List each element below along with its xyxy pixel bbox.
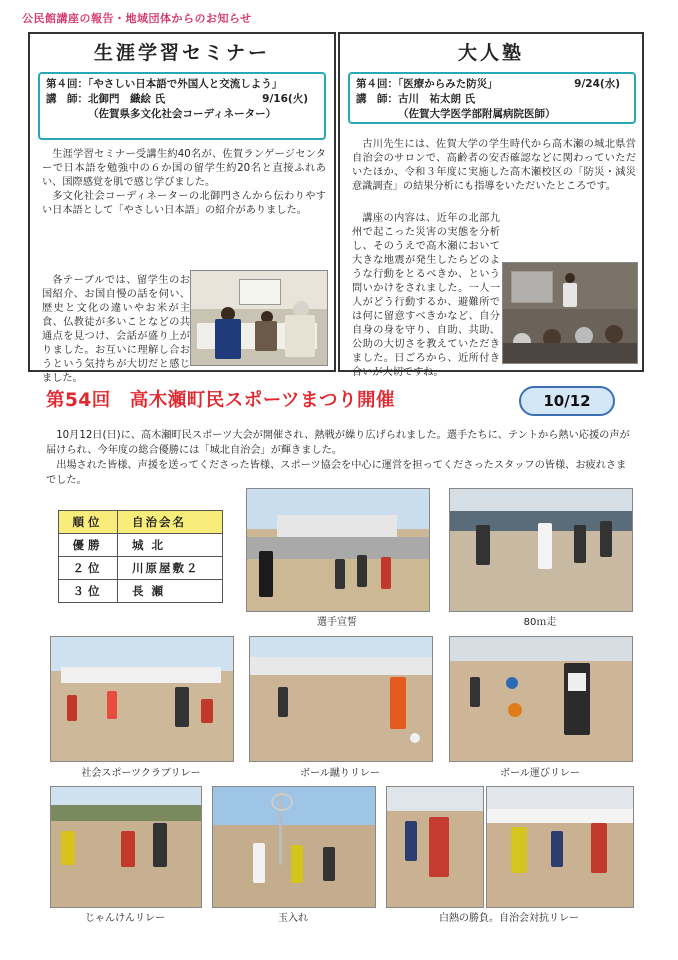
session-title: 第４回：「医療からみた防災」 — [356, 78, 498, 90]
photo-caption: 選手宣誓 — [317, 617, 357, 628]
seminar-info-box — [38, 72, 326, 140]
table-row — [59, 534, 223, 557]
paragraph: 10月12日(日)に、高木瀬町民スポーツ大会が開催され、熱戦が繰り広げられました。選手たちに、テントから熱い応援の声が届けられ、今年度の総合優勝には「城北自治会」が輝きました。 — [46, 430, 630, 456]
lecturer-name: 北御門 織絵 氏 — [88, 93, 166, 105]
sports-text — [46, 428, 636, 488]
session-date: 9/16(火) — [262, 93, 308, 105]
janken-relay-photo — [50, 786, 202, 908]
paragraph: 各テーブルでは、留学生のお国紹介、お国自慢の話を伺い、歴史と文化の違いやお米が主食、仏教徒が多いことなどの共通点を見つけ、会話が盛り上がりました。お互いに理解し合おうという気持ちが大切だと感じました。 — [42, 275, 190, 384]
photo-caption: 社会スポーツクラブリレー — [81, 768, 201, 779]
lecturer-affiliation: （佐賀大学医学部附属病院医師） — [398, 108, 556, 120]
panel-title: 大人塾 — [457, 42, 524, 64]
adult-school-panel — [338, 32, 644, 378]
sports-festival-title: 第54回 高木瀬町民スポーツまつり開催 — [46, 390, 396, 411]
sprint-photo — [449, 488, 633, 612]
photo-caption: ボール蹴りリレー — [300, 768, 380, 779]
header-team: 自治会名 — [118, 511, 223, 534]
team-cell: 長 瀬 — [118, 580, 223, 603]
school-info-box — [348, 72, 636, 124]
paragraph: 古川先生には、佐賀大学の学生時代から高木瀬の城北県営自治会のサロンで、高齢者の安否確認などに関わっていただいたほか、令和３年度に実施した高木瀬校区の「防災・減災意識調査」の結果分析にも指導をいただいたところです。 — [352, 139, 636, 192]
rank-cell: 優勝 — [59, 534, 118, 557]
page-header: 公民館講座の報告・地域団体からのお知らせ — [22, 12, 252, 25]
oath-photo — [246, 488, 430, 612]
panel-title: 生涯学習セミナー — [93, 42, 270, 64]
photo-caption: 白熱の勝負。自治会対抗リレー — [439, 913, 579, 924]
team-cell: 川原屋敷２ — [118, 557, 223, 580]
relay-race-photo-a — [386, 786, 484, 908]
paragraph: 生涯学習セミナー受講生約40名が、佐賀ランゲージセンターで日本語を勉強中の６か国の留学生約20名と直接ふれあい、国際感覚を肌で感じ学びました。 — [42, 149, 326, 188]
lifelong-learning-panel — [28, 32, 336, 384]
rank-cell: ２位 — [59, 557, 118, 580]
lecture-photo — [502, 262, 638, 364]
rank-cell: ３位 — [59, 580, 118, 603]
paragraph: 講座の内容は、近年の北部九州で起こった災害の実態を分析し、そのうえで高木瀬において大きな地震が発生したらどのような行動をとるべきか、という問いかけをされました。一人一人がどう行動するか、避難所では何に留意すべきかなど、自分自身の身を守り、自助、共助、公助の大切さを教えていただきました。日ごろから、近所付き合いが大切ですね。 — [352, 213, 500, 378]
table-row — [59, 557, 223, 580]
table-header-row — [59, 511, 223, 534]
results-table — [58, 510, 223, 603]
paragraph: 多文化社会コーディネーターの北御門さんから伝わりやすい日本語として「やさしい日本語」の紹介がありました。 — [42, 191, 326, 216]
ball-carry-relay-photo — [449, 636, 633, 762]
lecturer-label: 講 師： — [46, 93, 88, 105]
photo-caption: 玉入れ — [278, 913, 308, 924]
header-rank: 順位 — [59, 511, 118, 534]
team-cell: 城 北 — [118, 534, 223, 557]
table-row — [59, 580, 223, 603]
paragraph: 出場された皆様、声援を送ってくださった皆様、スポーツ協会を中心に運営を担ってくださったスタッフの皆様、お疲れさまでした。 — [46, 460, 627, 486]
ball-toss-photo — [212, 786, 376, 908]
school-text-top — [352, 138, 636, 194]
sports-date-badge: 10/12 — [519, 386, 615, 416]
lecturer-affiliation: （佐賀県多文化社会コーディネーター） — [88, 108, 277, 120]
session-date: 9/24(水) — [574, 78, 620, 90]
ball-kick-relay-photo — [249, 636, 433, 762]
relay-race-photo-b — [486, 786, 634, 908]
photo-caption: ボール運びリレー — [500, 768, 580, 779]
session-title: 第４回：「やさしい日本語で外国人と交流しよう」 — [46, 78, 283, 90]
photo-caption: 80ｍ走 — [523, 617, 557, 628]
lecturer-name: 古川 祐太朗 氏 — [398, 93, 476, 105]
classroom-photo — [190, 270, 328, 366]
lecturer-label: 講 師： — [356, 93, 398, 105]
club-relay-photo — [50, 636, 234, 762]
photo-caption: じゃんけんリレー — [85, 913, 165, 924]
